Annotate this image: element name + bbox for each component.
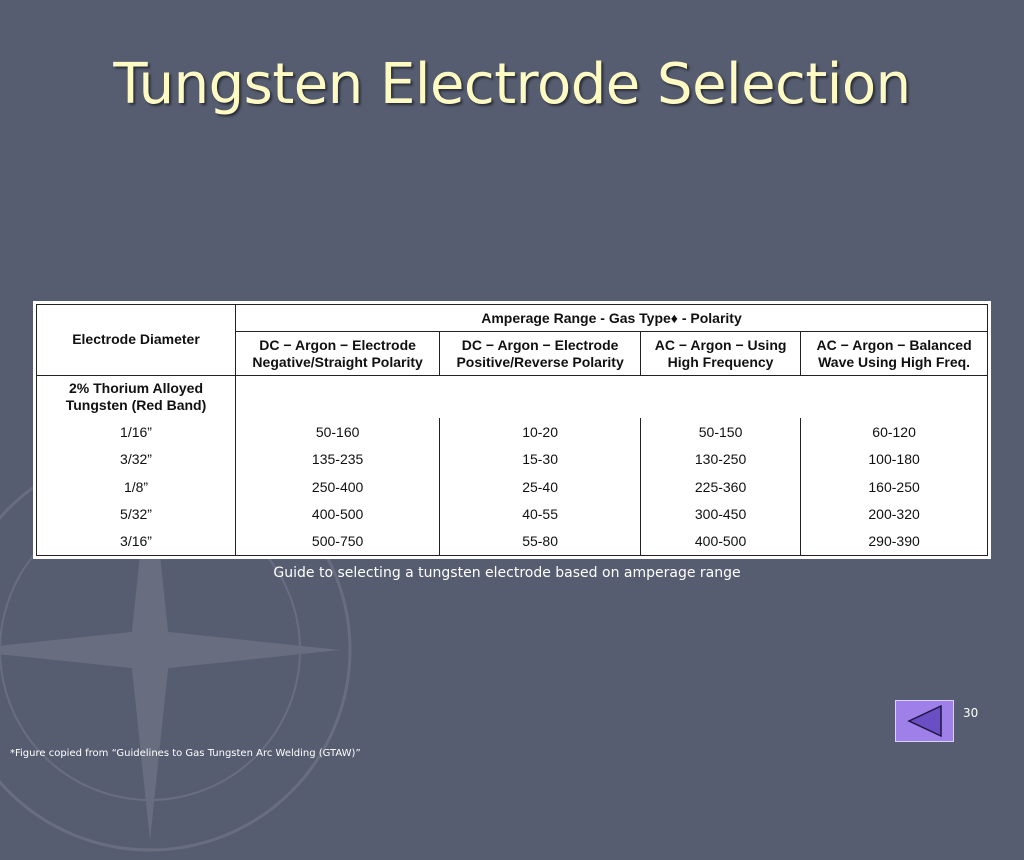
table-caption: Guide to selecting a tungsten electrode based on amperage range bbox=[273, 565, 741, 581]
column-header-line: AC − Argon − Using bbox=[654, 336, 787, 353]
amperage-cell: 400-500 bbox=[236, 500, 440, 527]
table-header-row bbox=[37, 305, 988, 332]
diameter-cell: 3/16” bbox=[37, 528, 236, 556]
group-label-line: 2% Thorium Alloyed bbox=[68, 380, 204, 397]
diameter-cell: 3/32” bbox=[37, 446, 236, 473]
amperage-cell: 130-250 bbox=[640, 446, 800, 473]
electrode-selection-table bbox=[36, 304, 988, 556]
previous-slide-button[interactable] bbox=[895, 700, 954, 742]
amperage-cell: 40-55 bbox=[440, 500, 641, 527]
column-header-line: Negative/Straight Polarity bbox=[252, 353, 423, 370]
amperage-cell: 500-750 bbox=[236, 528, 440, 556]
amperage-cell: 15-30 bbox=[440, 446, 641, 473]
amperage-cell: 290-390 bbox=[868, 533, 920, 550]
amperage-cell: 250-400 bbox=[236, 473, 440, 500]
column-header-line: Positive/Reverse Polarity bbox=[456, 353, 624, 370]
diameter-cell: 5/32” bbox=[37, 500, 236, 527]
amperage-cell: 50-150 bbox=[640, 418, 800, 445]
column-header-dcep bbox=[440, 332, 641, 376]
amperage-cell: 10-20 bbox=[440, 418, 641, 445]
amperage-cell: 25-40 bbox=[440, 473, 641, 500]
slide-title: Tungsten Electrode Selection bbox=[113, 52, 911, 117]
electrode-group-row bbox=[37, 375, 988, 418]
page-number: 30 bbox=[963, 706, 979, 720]
amperage-cell: 225-360 bbox=[640, 473, 800, 500]
column-header-ac-balanced bbox=[801, 332, 988, 376]
table-row bbox=[37, 473, 988, 500]
table-row bbox=[37, 446, 988, 473]
amperage-group-header: Amperage Range - Gas Type♦ - Polarity bbox=[236, 305, 988, 332]
amperage-cell: 60-120 bbox=[872, 423, 916, 440]
table-row bbox=[37, 528, 988, 556]
amperage-cell: 135-235 bbox=[236, 446, 440, 473]
amperage-cell: 50-160 bbox=[236, 418, 440, 445]
amperage-cell: 200-320 bbox=[868, 505, 920, 522]
amperage-cell: 55-80 bbox=[440, 528, 641, 556]
table-row bbox=[37, 418, 988, 445]
group-row-spacer bbox=[236, 375, 988, 418]
column-header-line: High Frequency bbox=[667, 353, 774, 370]
electrode-table-container bbox=[33, 301, 991, 559]
column-header-dcen bbox=[236, 332, 440, 376]
diameter-cell: 1/8” bbox=[37, 473, 236, 500]
column-header-line: AC − Argon − Balanced bbox=[816, 336, 972, 353]
source-footnote: *Figure copied from “Guidelines to Gas Tungsten Arc Welding (GTAW)” bbox=[10, 748, 361, 759]
diameter-column-header: Electrode Diameter bbox=[37, 305, 236, 376]
column-header-line: DC − Argon − Electrode bbox=[461, 336, 619, 353]
column-header-line: DC − Argon − Electrode bbox=[259, 336, 416, 353]
diameter-cell: 1/16” bbox=[37, 418, 236, 445]
amperage-cell: 160-250 bbox=[868, 478, 920, 495]
amperage-cell: 300-450 bbox=[640, 500, 800, 527]
table-row bbox=[37, 500, 988, 527]
column-header-line: Wave Using High Freq. bbox=[818, 353, 971, 370]
amperage-cell: 100-180 bbox=[868, 451, 920, 468]
triangle-left-icon bbox=[896, 701, 953, 741]
group-label-line: Tungsten (Red Band) bbox=[65, 397, 207, 414]
electrode-group-label bbox=[37, 375, 236, 418]
column-header-ac-hf bbox=[640, 332, 800, 376]
amperage-cell: 400-500 bbox=[640, 528, 800, 556]
